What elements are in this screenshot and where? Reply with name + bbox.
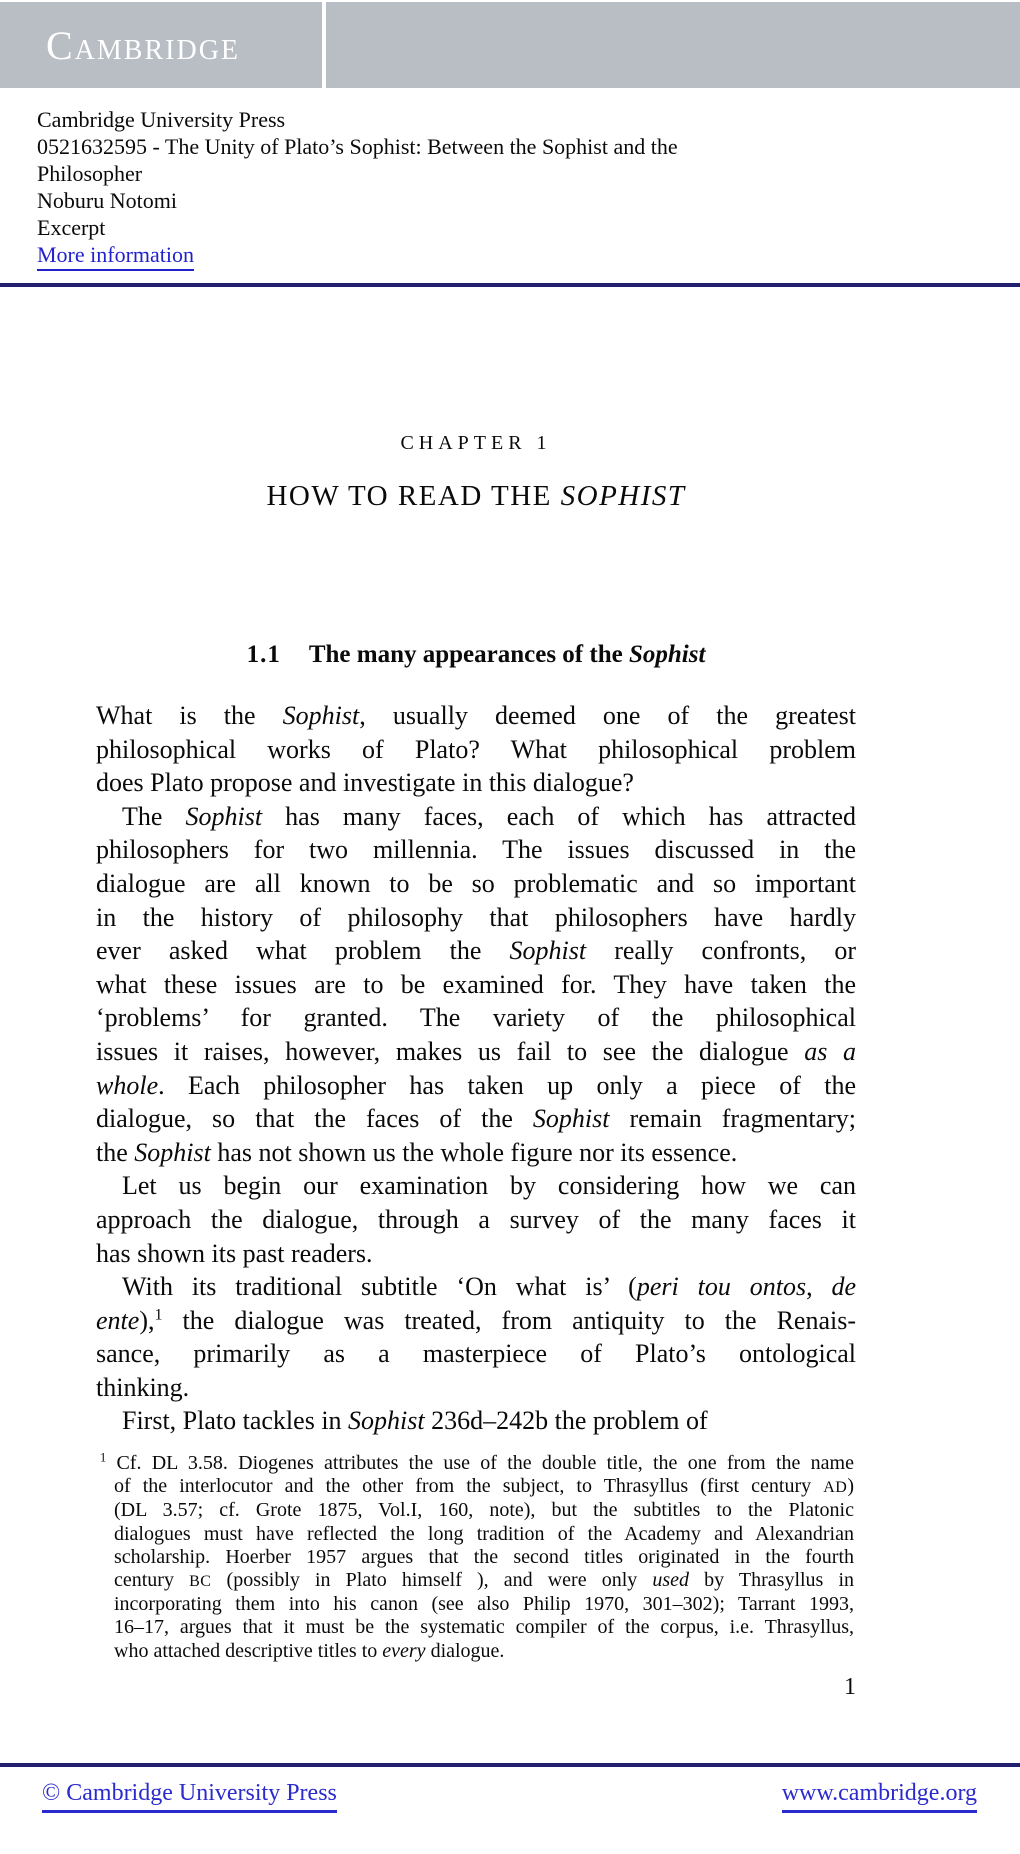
body-p4-line4: thinking. xyxy=(96,1372,190,1402)
body-p1-line2: philosophical works of Plato? What philosophical problem xyxy=(96,734,856,764)
footnote xyxy=(100,1452,854,1663)
section-number: 1.1 xyxy=(246,641,281,668)
body-p1-line1: What is the Sophist, usually deemed one of the greatest xyxy=(96,701,856,730)
banner-divider xyxy=(322,2,326,88)
body-p2-line7: ‘problems’ for granted. The variety of the philosophical xyxy=(96,1003,856,1033)
more-information-link[interactable]: More information xyxy=(37,241,194,271)
top-banner xyxy=(0,2,1020,88)
copyright-link[interactable]: © Cambridge University Press xyxy=(42,1780,337,1813)
page-number: 1 xyxy=(844,1674,856,1700)
body-p3-line1: Let us begin our examination by considering how we can xyxy=(122,1171,856,1201)
footnote-line4: dialogues must have reflected the long tradition of the Academy and Alexandrian xyxy=(114,1522,854,1545)
footnote-line6: century BC (possibly in Plato himself ), and were only used by Thrasyllus in xyxy=(114,1569,855,1592)
cambridge-logo: Cambridge xyxy=(46,22,241,68)
body-p3-line3: has shown its past readers. xyxy=(96,1238,373,1268)
section-title-text: The many appearances of the xyxy=(308,641,629,668)
body-text xyxy=(96,699,856,1438)
body-p2-line5: ever asked what problem the Sophist really confronts, or xyxy=(96,936,857,966)
body-p4-line3: sance, primarily as a masterpiece of Plato’s ontological xyxy=(96,1339,856,1369)
chapter-title-italic: SOPHIST xyxy=(560,480,686,512)
body-p2-line11: the Sophist has not shown us the whole figure nor its essence. xyxy=(96,1137,738,1167)
website-link[interactable]: www.cambridge.org xyxy=(782,1780,977,1813)
header-info xyxy=(37,106,737,271)
footnote-line7: incorporating them into his canon (see also Philip 1970, 301–302); Tarrant 1993, xyxy=(114,1593,854,1616)
body-p1-line3: does Plato propose and investigate in this dialogue? xyxy=(96,768,634,798)
chapter-label: CHAPTER 1 xyxy=(400,432,552,454)
body-p2-line10: dialogue, so that the faces of the Sophist remain fragmentary; xyxy=(96,1104,857,1134)
excerpt-label: Excerpt xyxy=(37,215,106,240)
body-p3-line2: approach the dialogue, through a survey of the many faces it xyxy=(96,1204,856,1234)
bottom-rule xyxy=(0,1763,1020,1767)
top-rule xyxy=(0,283,1020,287)
footnote-line1: $^1$ Cf. DL 3.58. Diogenes attributes the use of the double title, the one from the name xyxy=(100,1450,854,1474)
section-heading xyxy=(96,641,856,669)
body-p2-line4: in the history of philosophy that philosophers have hardly xyxy=(96,902,856,932)
footnote-line5: scholarship. Hoerber 1957 argues that the second titles originated in the fourth xyxy=(114,1545,854,1568)
footnote-line3: (DL 3.57; cf. Grote 1875, Vol.I, 160, note), but the subtitles to the Platonic xyxy=(114,1499,854,1522)
section-title-italic: Sophist xyxy=(628,641,706,668)
body-p2-line9: whole. Each philosopher has taken up only a piece of the xyxy=(96,1070,856,1100)
body-p2-line8: issues it raises, however, makes us fail to see the dialogue as a xyxy=(96,1036,856,1066)
footnote-line9: who attached descriptive titles to every dialogue. xyxy=(114,1639,505,1662)
book-title-line: 0521632595 - The Unity of Plato’s Sophist: Between the Sophist and the Philosopher xyxy=(37,134,678,186)
body-p2-line6: what these issues are to be examined for. They have taken the xyxy=(96,969,856,999)
chapter-title-text: HOW TO READ THE xyxy=(266,480,561,512)
body-p5-line1: First, Plato tackles in Sophist 236d–242b the problem of xyxy=(122,1406,708,1436)
body-p2-line1: The Sophist has many faces, each of which has attracted xyxy=(122,801,856,831)
body-p4-line1: With its traditional subtitle ‘On what is’ (peri tou ontos, de xyxy=(122,1272,857,1302)
body-p4-line2: ente),$^1$ the dialogue was treated, from antiquity to the Renais- xyxy=(96,1305,856,1335)
footnote-line8: 16–17, argues that it must be the systematic compiler of the corpus, i.e. Thrasyllus, xyxy=(114,1616,854,1639)
body-p2-line2: philosophers for two millennia. The issues discussed in the xyxy=(96,835,856,865)
author-name: Noburu Notomi xyxy=(37,188,177,213)
publisher-name: Cambridge University Press xyxy=(37,107,286,132)
chapter-title xyxy=(96,480,856,513)
body-p2-line3: dialogue are all known to be so problematic and so important xyxy=(96,868,856,898)
footnote-line2: of the interlocutor and the other from the subject, to Thrasyllus (first century AD) xyxy=(114,1475,854,1498)
